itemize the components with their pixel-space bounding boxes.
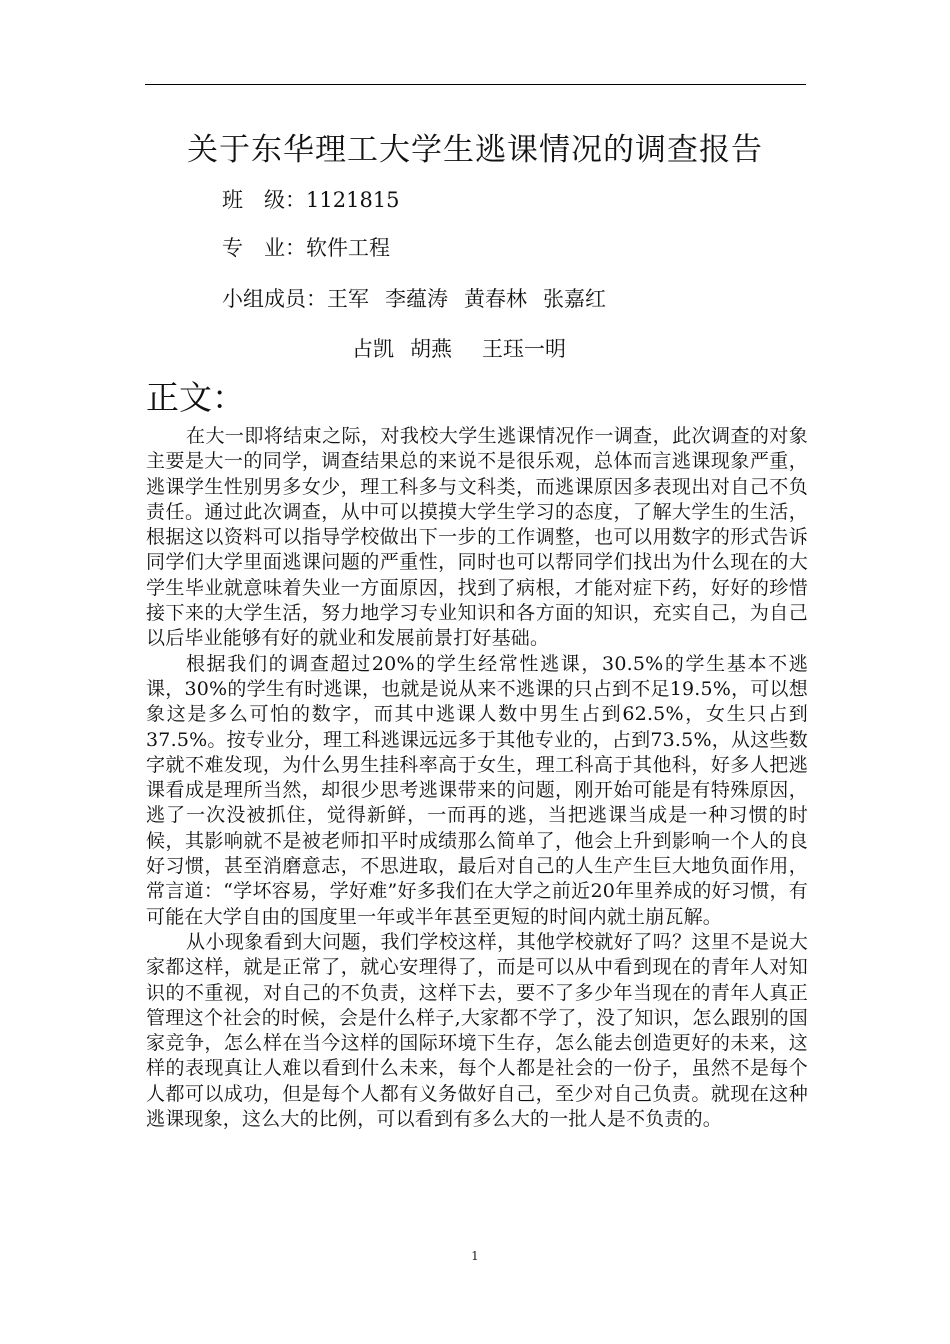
paragraph: 根据我们的调查超过20%的学生经常性逃课，30.5%的学生基本不逃课，30%的学生有时逃课，也就是说从来不逃课的只占到不足19.5%，可以想象这是多么可怕的数字，而其中逃课人数中男生占到62.5%，女生只占到37.5%。按专业分，理工科逃课远远多于其他专业的，占到73.5%，从这些数字就不难发现，为什么男生挂科率高于女生，理工科高于其他科，好多人把逃课看成是理所当然，却很少思考逃课带来的问题，刚开始可能是有特殊原因，逃了一次没被抓住，觉得新鲜，一而再的逃，当把逃课当成是一种习惯的时候，其影响就不是被老师扣平时成绩那么简单了，他会上升到影响一个人的良好习惯，甚至消磨意志，不思进取，最后对自己的人生产生巨大地负面作用，常言道：“学坏容易，学好难”好多我们在大学之前近20年里养成的好习惯，有可能在大学自由的国度里一年或半年甚至更短的时间内就土崩瓦解。 [146, 652, 808, 928]
major-value: 软件工程 [306, 236, 390, 260]
member-name: 王珏一明 [482, 337, 566, 361]
class-line [222, 185, 400, 215]
page-number: 1 [471, 1249, 479, 1263]
member-name: 占凯 [352, 337, 394, 361]
major-label: 专 业： [222, 236, 306, 260]
members-line [222, 284, 606, 314]
class-label: 班 级： [222, 188, 306, 212]
members-line-continued [352, 334, 566, 364]
class-value: 1121815 [306, 188, 400, 212]
paragraph: 从小现象看到大问题，我们学校这样，其他学校就好了吗？这里不是说大家都这样，就是正常了，就心安理得了，而是可以从中看到现在的青年人对知识的不重视，对自己的不负责，这样下去，要不了多少年当现在的青年人真正管理这个社会的时候，会是什么样子,大家都不学了，没了知识，怎么跟别的国家竞争，怎么样在当今这样的国际环境下生存，怎么能去创造更好的未来，这样的表现真让人难以看到什么未来，每个人都是社会的一份子，虽然不是每个人都可以成功，但是每个人都有义务做好自己，至少对自己负责。就现在这种逃课现象，这么大的比例，可以看到有多么大的一批人是不负责的。 [146, 930, 808, 1131]
paragraph: 在大一即将结束之际，对我校大学生逃课情况作一调查，此次调查的对象主要是大一的同学，调查结果总的来说不是很乐观，总体而言逃课现象严重，逃课学生性别男多女少，理工科多与文科类，而逃课原因多表现出对自己不负责任。通过此次调查，从中可以摸摸大学生学习的态度，了解大学生的生活，根据这以资料可以指导学校做出下一步的工作调整，也可以用数字的形式告诉同学们大学里面逃课问题的严重性，同时也可以帮同学们找出为什么现在的大学生毕业就意味着失业一方面原因，找到了病根，才能对症下药，好好的珍惜接下来的大学生活，努力地学习专业知识和各方面的知识，充实自己，为自己以后毕业能够有好的就业和发展前景打好基础。 [146, 425, 808, 650]
member-name: 张嘉红 [543, 287, 606, 311]
member-name: 黄春林 [464, 287, 527, 311]
body-heading: 正文： [146, 378, 245, 417]
major-line [222, 233, 390, 263]
document-title: 关于东华理工大学生逃课情况的调查报告 [187, 132, 763, 168]
header-rule [145, 84, 806, 85]
member-name: 王军 [327, 287, 369, 311]
body-text [146, 424, 808, 1132]
member-name: 李蕴涛 [385, 287, 448, 311]
member-name: 胡燕 [410, 337, 452, 361]
members-label: 小组成员： [222, 287, 327, 311]
